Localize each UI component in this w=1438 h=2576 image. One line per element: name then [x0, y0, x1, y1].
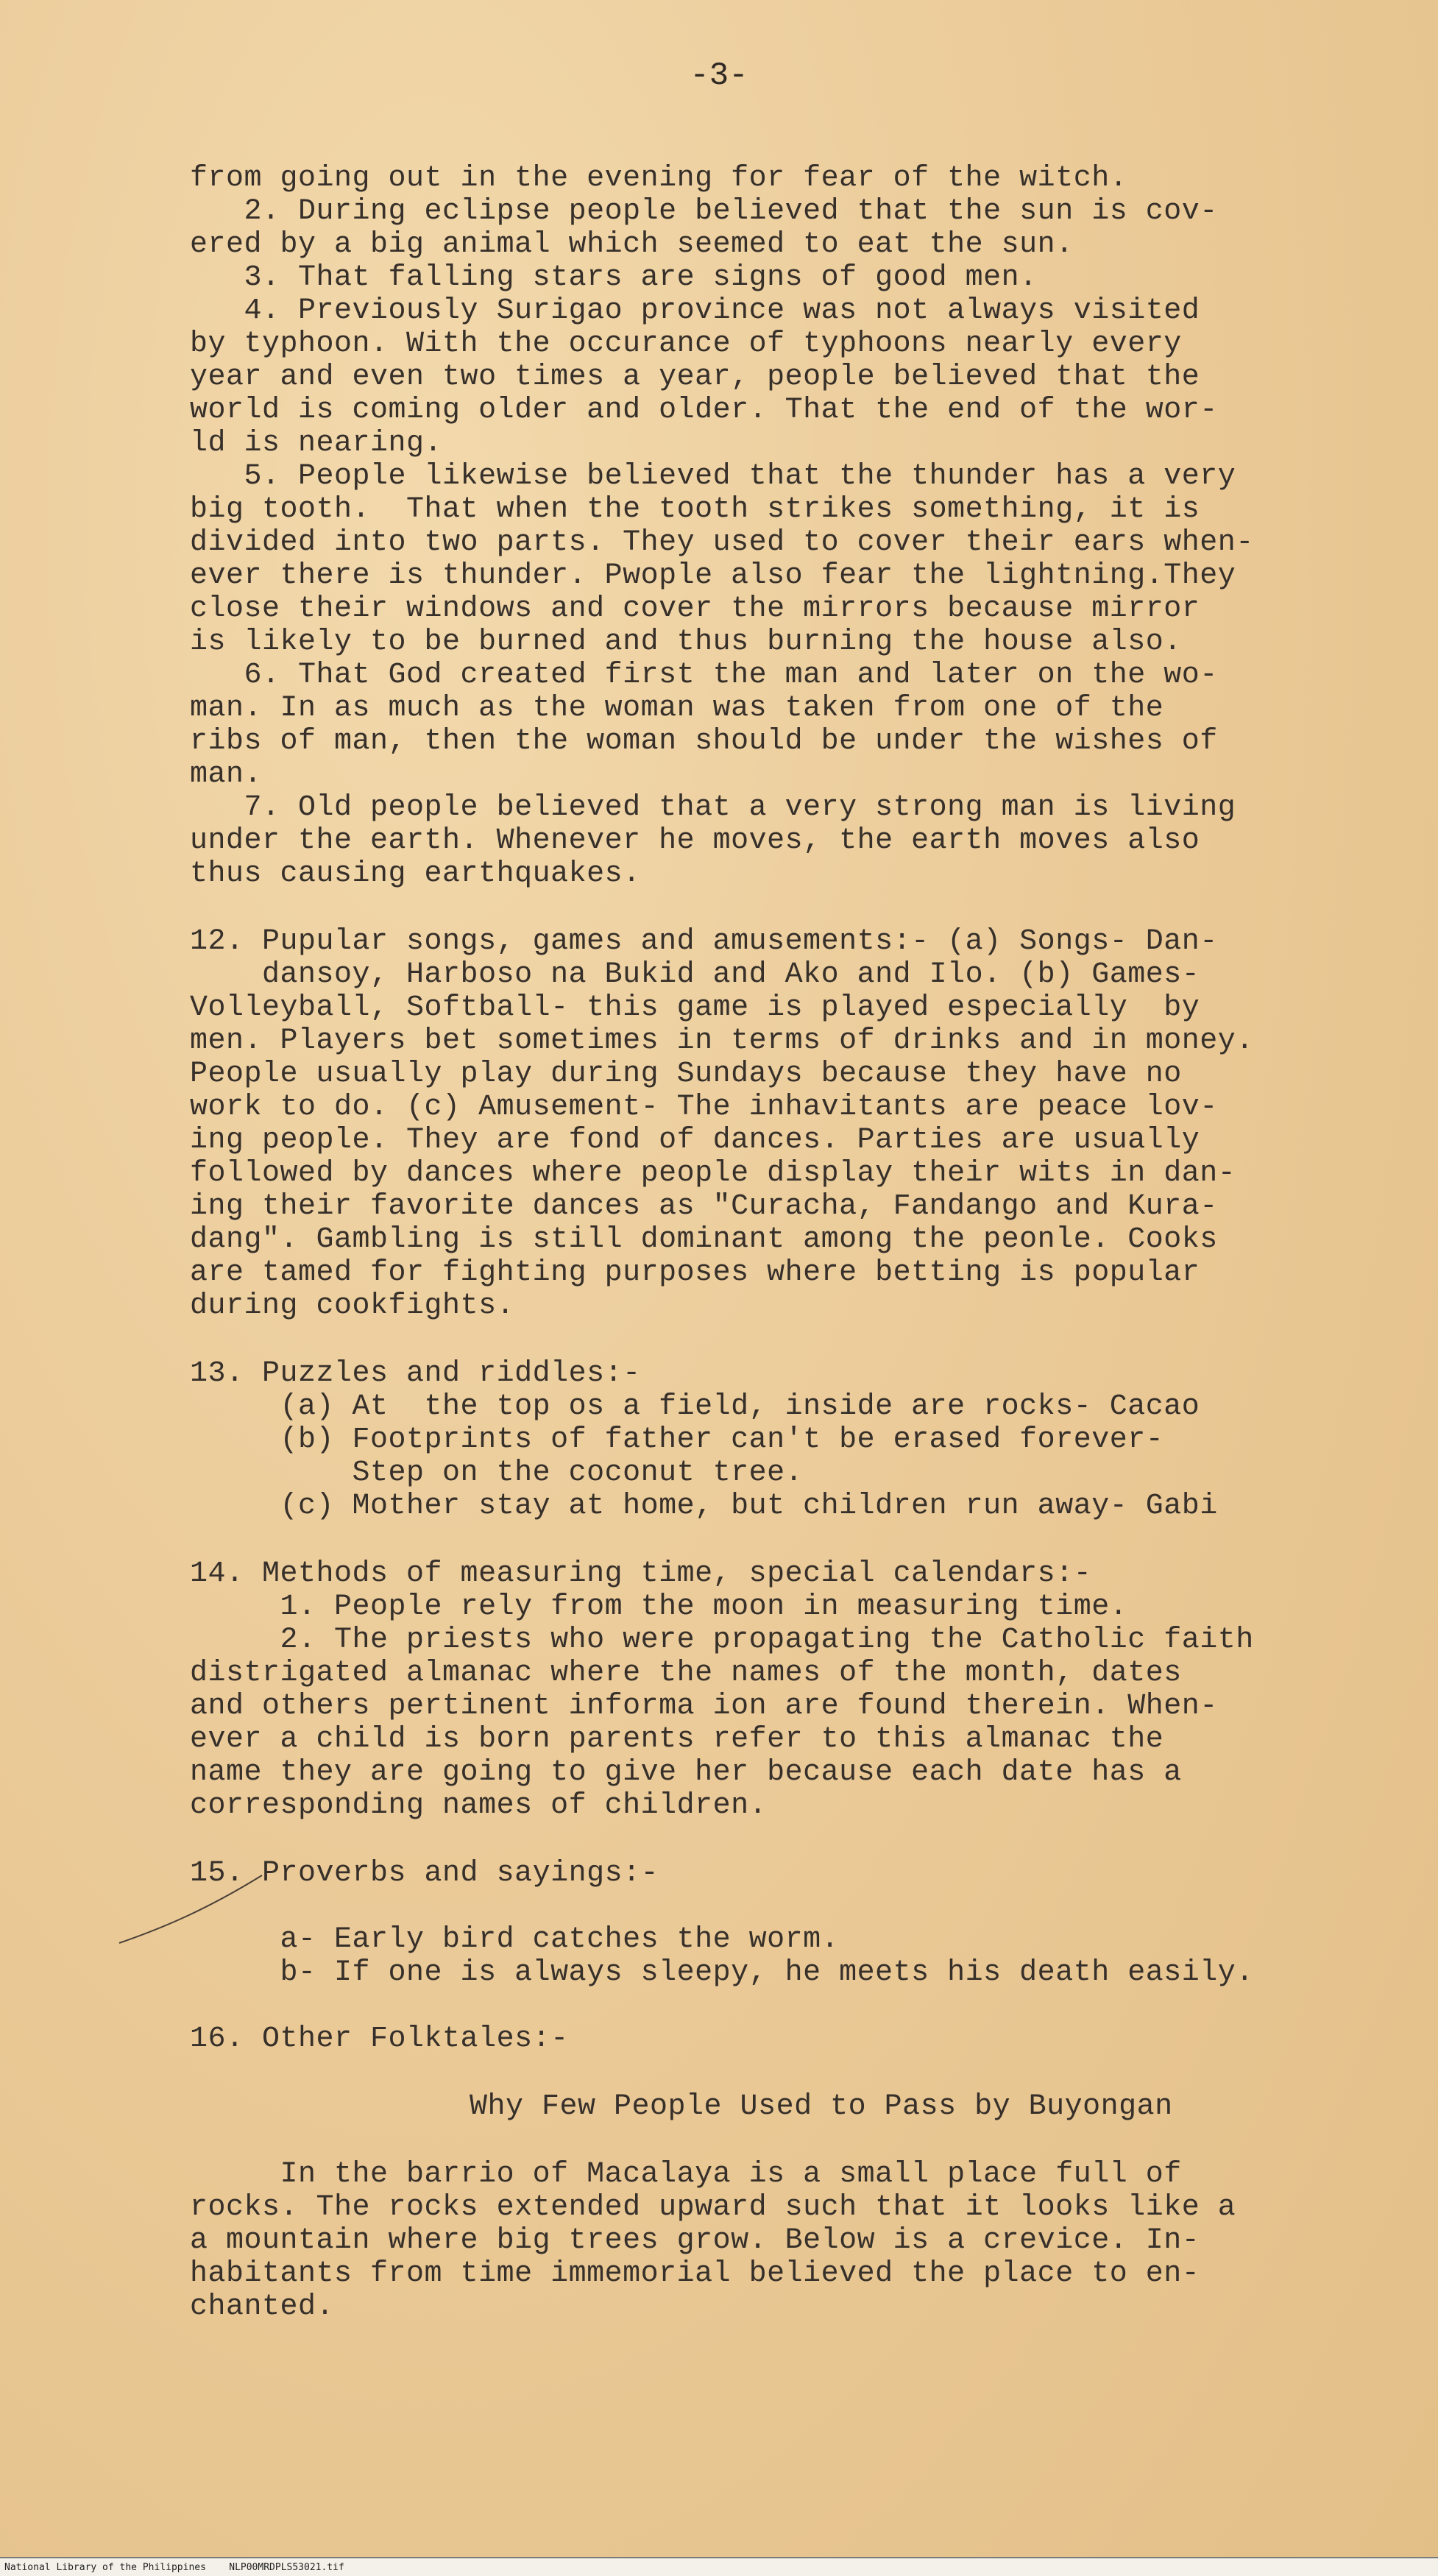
text-line: 16. Other Folktales:- [190, 2023, 569, 2056]
text-line: a- Early bird catches the worm. [190, 1923, 840, 1956]
text-line: 13. Puzzles and riddles:- [190, 1357, 641, 1390]
text-line: big tooth. That when the tooth strikes something, it is [190, 493, 1200, 526]
document-body [190, 162, 1397, 2324]
text-line: (c) Mother stay at home, but children run away- Gabi [190, 1490, 1218, 1523]
text-line: under the earth. Whenever he moves, the earth moves also [190, 824, 1200, 857]
text-line: Step on the coconut tree. [190, 1457, 804, 1490]
text-line: chanted. [190, 2290, 335, 2324]
text-line: during cookfights. [190, 1289, 515, 1323]
text-line: work to do. (c) Amusement- The inhavitants are peace lov- [190, 1091, 1218, 1124]
text-line: a mountain where big trees grow. Below is a crevice. In- [190, 2224, 1200, 2257]
text-line [190, 1989, 1397, 2023]
text-line: 2. The priests who were propagating the Catholic faith [190, 1624, 1254, 1657]
text-line: ered by a big animal which seemed to eat the sun. [190, 228, 1074, 261]
text-line: ing their favorite dances as "Curacha, Fandango and Kura- [190, 1190, 1218, 1223]
text-line: men. Players bet sometimes in terms of drinks and in money. [190, 1025, 1254, 1058]
text-line: dang". Gambling is still dominant among the peonle. Cooks [190, 1223, 1218, 1256]
text-line: rocks. The rocks extended upward such that it looks like a [190, 2191, 1236, 2224]
text-line: dansoy, Harboso na Bukid and Ako and Ilo. (b) Games- [190, 958, 1200, 991]
text-line: world is coming older and older. That the end of the wor- [190, 394, 1218, 427]
section-14-measuring-time [190, 1557, 1397, 1822]
text-line: 4. Previously Surigao province was not always visited [190, 294, 1200, 328]
text-line: distrigated almanac where the names of the month, dates [190, 1657, 1182, 1690]
text-line: from going out in the evening for fear of the witch. [190, 162, 1128, 195]
text-line: In the barrio of Macalaya is a small place full of [190, 2158, 1182, 2191]
folktale-title: Why Few People Used to Pass by Buyongan [470, 2090, 1173, 2123]
text-line: 12. Pupular songs, games and amusements:- (a) Songs- Dan- [190, 925, 1218, 958]
text-line: man. [190, 758, 263, 791]
text-line: are tamed for fighting purposes where betting is popular [190, 1256, 1200, 1289]
text-line: name they are going to give her because each date has a [190, 1756, 1182, 1789]
text-line: by typhoon. With the occurance of typhoons nearly every [190, 328, 1182, 361]
text-line: and others pertinent informa ion are found therein. When- [190, 1690, 1218, 1723]
text-line: thus causing earthquakes. [190, 857, 641, 891]
text-line [190, 1890, 1397, 1923]
text-line: ing people. They are fond of dances. Parties are usually [190, 1124, 1200, 1157]
section-15-16-proverbs-folktales [190, 1857, 1397, 2056]
text-line: is likely to be burned and thus burning the house also. [190, 626, 1182, 659]
text-line: (a) At the top os a field, inside are rocks- Cacao [190, 1390, 1200, 1423]
text-line: 1. People rely from the moon in measuring time. [190, 1590, 1128, 1624]
text-line: 6. That God created first the man and later on the wo- [190, 659, 1218, 692]
folktale-body [190, 2158, 1397, 2324]
text-line: 15. Proverbs and sayings:- [190, 1857, 659, 1890]
scan-footer [0, 2557, 1438, 2576]
text-line: 7. Old people believed that a very strong man is living [190, 791, 1236, 824]
text-line: 5. People likewise believed that the thunder has a very [190, 460, 1236, 493]
text-line: year and even two times a year, people believed that the [190, 361, 1200, 394]
text-line: ld is nearing. [190, 427, 443, 460]
text-line: b- If one is always sleepy, he meets his death easily. [190, 1956, 1254, 1989]
footer-library: National Library of the Philippines [4, 2562, 206, 2573]
footer-file: NLP00MRDPLS53021.tif [229, 2562, 344, 2573]
text-line: ever there is thunder. Pwople also fear the lightning.They [190, 559, 1236, 592]
beliefs-continued [190, 162, 1397, 891]
text-line: (b) Footprints of father can't be erased forever- [190, 1423, 1164, 1457]
section-12-songs-games [190, 925, 1397, 1323]
text-line: corresponding names of children. [190, 1789, 768, 1822]
page-number: -3- [690, 57, 748, 94]
text-line: 2. During eclipse people believed that the sun is cov- [190, 195, 1218, 228]
text-line: divided into two parts. They used to cover their ears when- [190, 526, 1254, 559]
text-line: close their windows and cover the mirrors because mirror [190, 592, 1200, 626]
text-line: Volleyball, Softball- this game is played especially by [190, 991, 1200, 1025]
text-line: man. In as much as the woman was taken from one of the [190, 692, 1164, 725]
text-line: followed by dances where people display their wits in dan- [190, 1157, 1236, 1190]
text-line: ribs of man, then the woman should be under the wishes of [190, 725, 1218, 758]
text-line: 14. Methods of measuring time, special calendars:- [190, 1557, 1092, 1590]
text-line: 3. That falling stars are signs of good men. [190, 261, 1038, 294]
text-line: People usually play during Sundays because they have no [190, 1058, 1182, 1091]
section-13-puzzles-riddles [190, 1357, 1397, 1523]
text-line: habitants from time immemorial believed the place to en- [190, 2257, 1200, 2290]
text-line: ever a child is born parents refer to this almanac the [190, 1723, 1164, 1756]
